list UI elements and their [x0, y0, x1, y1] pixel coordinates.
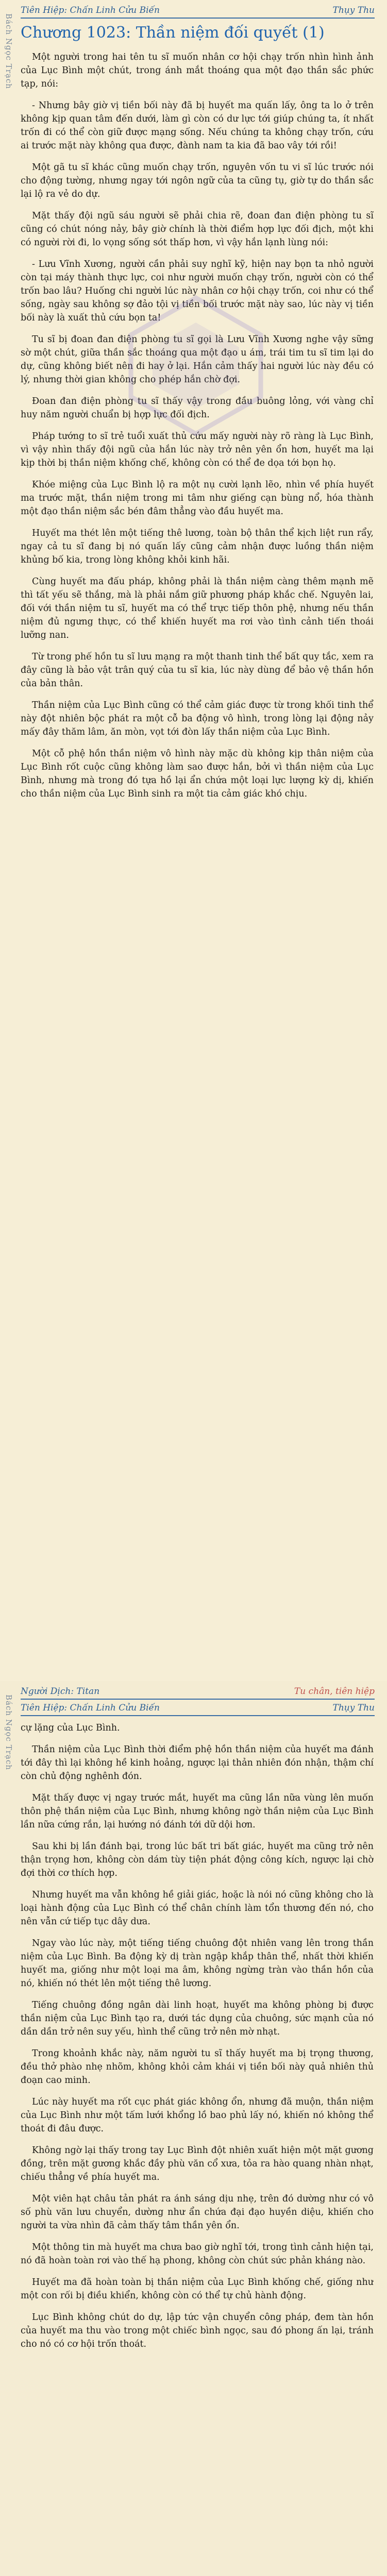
paragraph: Lục Bình không chút do dự, lập tức vận chuyển công pháp, đem tàn hồn của huyết ma thu vào trong một chiếc bình ngọc, sau đó phong ấn lại, tránh cho nó có cơ hội trốn thoát.	[21, 2312, 374, 2349]
paragraph: Từ trong phế hồn tu sĩ lưu mạng ra một thanh tinh thể bất quy tắc, xem ra đây cũng là bảo vật trân quý của tu sĩ kia, lúc này dùng để bảo vệ thần hồn của bản thân.	[21, 652, 374, 689]
paragraph: Lúc này huyết ma rốt cục phát giác không ổn, nhưng đã muộn, thần niệm của Lục Bình như một tấm lưới khổng lồ bao phủ lấy nó, khiến nó không thể thoát đi đâu được.	[21, 2097, 374, 2134]
page-header	[21, 1684, 375, 1700]
paragraph: Mặt thấy được vị ngay trước mắt, huyết ma cũng lần nữa vùng lên muốn thôn phệ thần niệm của Lục Bình, nhưng không ngờ thần niệm của Lục Bình lần nữa cứng rắn, lại hướng nó đánh tới dữ dội hơn.	[21, 1793, 374, 1830]
page-two	[0, 1681, 387, 2576]
paragraph: Tu sĩ bị đoan đan điện phòng tu sĩ gọi là Lưu Vĩnh Xương nghe vậy sững sờ một chút, giữa thần sắc thoáng qua một đạo u ám, trái tim tu sĩ tim lại do dự, cũng không biết nên đi hay ở lại. Hắn cảm thấy hai người lúc này đều có lý, nhưng thời gian không cho phép hắn chờ đợi.	[21, 334, 374, 385]
paragraph: Pháp tướng to sĩ trẻ tuổi xuất thủ cứu mấy người này rõ ràng là Lục Bình, vì vậy nhìn thấy đội ngũ của hắn lúc này trở nên yên ổn hơn, huyết ma lại kịp thời bị thần niệm khống chế, không còn có thể đe dọa tới bọn họ.	[21, 431, 374, 468]
paragraph: Khóe miệng của Lục Bình lộ ra một nụ cười lạnh lẽo, nhìn về phía huyết ma trước mặt, thần niệm trong mi tâm như giếng cạn bùng nổ, hóa thành một đạo thần niệm sắc bén đâm thẳng vào đầu huyết ma.	[21, 480, 374, 517]
header-genre: Tu chân, tiên hiệp	[294, 1686, 375, 1697]
paragraph: Một viên hạt châu tản phát ra ánh sáng dịu nhẹ, trên đó dường như có vô số phù văn lưu chuyển, dường như ẩn chứa đại đạo huyền diệu, khiến cho người ta vừa nhìn đã cảm thấy tâm thần yên ổn.	[21, 2194, 374, 2231]
page-subheader	[21, 1701, 375, 1716]
page-content	[21, 1721, 374, 2576]
paragraph: Cùng huyết ma đấu pháp, không phải là thần niệm càng thêm mạnh mẽ thì tất yếu sẽ thắng, mà là phải nắm giữ phương pháp khắc chế. Nguyên lai, đối với thần niệm tu sĩ, huyết ma có thể trực tiếp thôn phệ, nhưng nếu thần niệm đủ ngưng thực, có thể khiến huyết ma rơi vào tình cảnh tiến thoái lưỡng nan.	[21, 577, 374, 640]
paragraph: Đoan đan điện phòng tu sĩ thấy vậy trong đầu buông lỏng, với vàng chỉ huy năm người chuẩn bị hợp lực đối địch.	[21, 396, 374, 420]
paragraph: Tiếng chuông đồng ngân dài linh hoạt, huyết ma không phòng bị được thần niệm của Lục Bình tạo ra, dưới tác dụng của chuông, sức mạnh của nó dần dần trở nên suy yếu, hình thể cũng trở nên mờ nhạt.	[21, 2000, 374, 2037]
subheader-novel-title: Tiên Hiệp: Chấn Linh Cửu Biến	[21, 1703, 160, 1713]
paragraph: - Nhưng bây giờ vị tiền bối này đã bị huyết ma quấn lấy, ông ta lo ở trên không kịp quan tâm đến dưới, làm gì còn có dư lực tới giúp chúng ta, ít nhất trốn đi có thể còn giữ được mạng sống. Nếu chúng ta không chạy trốn, cứu ai trước mặt này không qua được, đành nam ta kia đã bao vây tới rồi!	[21, 100, 374, 151]
paragraph: Nhưng huyết ma vẫn không hề giải giác, hoặc là nói nó cũng không cho là loại hành động của Lục Bình có thể chân chính làm tổn thương đến nó, cho nên vẫn cứ tiếp tục dây dưa.	[21, 1890, 374, 1927]
paragraph: Không ngờ lại thấy trong tay Lục Bình đột nhiên xuất hiện một mặt gương đồng, trên mặt gương khắc đầy phù văn cổ xưa, tỏa ra hào quang nhàn nhạt, chiếu thẳng về phía huyết ma.	[21, 2145, 374, 2182]
page-header	[21, 3, 375, 19]
paragraph: - Lưu Vĩnh Xương, người cần phải suy nghĩ kỹ, hiện nay bọn ta nhỏ người còn tại máy thành thực lực, coi như người muốn chạy trốn, người còn có thể trốn bao lâu? Huống chi người lúc này nhân cơ hội chạy trốn, coi như có thể sống, ngày sau không sợ đảo tội vị tiền bối trước mặt này sao, lúc này vị tiền bối này là xuất thủ cứu bọn ta!	[21, 259, 374, 323]
paragraph: Huyết ma thét lên một tiếng thê lương, toàn bộ thân thể kịch liệt run rẩy, ngay cả tu sĩ đang bị nó quấn lấy cũng cảm nhận được luồng thần niệm khủng bố kia, trong lòng không khỏi kinh hãi.	[21, 528, 374, 565]
paragraph: Thần niệm của Lục Bình thời điểm phệ hồn thần niệm của huyết ma đánh tới đây thì lại không hề kinh hoảng, ngược lại thản nhiên đón nhận, thậm chí còn chủ động nghênh đón.	[21, 1744, 374, 1782]
side-watermark	[3, 1681, 16, 2576]
paragraph: Mặt thấy đội ngũ sáu người sẽ phải chia rẽ, đoan đan điện phòng tu sĩ cũng có chút nóng nảy, bây giờ chính là thời điểm hợp lực đối địch, một khi có người rời đi, lo vọng sống sót thấp hơn, vì vậy hắn lạnh lùng nói:	[21, 211, 374, 248]
paragraph: Sau khi bị lần đánh bại, trong lúc bất tri bất giác, huyết ma cũng trở nên thận trọng hơn, không còn dám tùy tiện phát động công kích, ngược lại chờ đợi thời cơ thích hợp.	[21, 1841, 374, 1878]
paragraph: Ngay vào lúc này, một tiếng tiếng chuông đột nhiên vang lên trong thần niệm của Lục Bình. Ba động kỳ dị tràn ngập khắp thân thể, nhất thời khiến huyết ma, giống như một loại ma âm, không ngừng tràn vào thần hồn của nó, khiến nó thét lên một tiếng thê lương.	[21, 1938, 374, 1989]
header-translator: Người Dịch: Titan	[21, 1686, 100, 1697]
side-watermark-text: Bách Ngọc Trạch	[4, 13, 13, 89]
paragraph: cự lặng của Lục Bình.	[21, 1723, 120, 1733]
page-content	[21, 23, 374, 1676]
header-author: Thụy Thu	[332, 5, 375, 15]
paragraph: Một gã tu sĩ khác cũng muốn chạy trốn, nguyên vốn tu vi sĩ lúc trước nói cho động tường, nhưng ngay tới ngôn ngữ của ta cũng tụ, giờ tự do thần sắc lại lộ ra vẻ do dự.	[21, 162, 374, 199]
paragraph: Một cỗ phệ hồn thần niệm vô hình này mặc dù không kịp thân niệm của Lục Bình rốt cuộc cũng không làm sao được hắn, bởi vì thần niệm của Lục Bình, nhưng mà trong đó tựa hồ lại ẩn chứa một loại lực lượng kỳ dị, khiến cho thần niệm của Lục Bình sinh ra một tia cảm giác khó chịu.	[21, 749, 374, 799]
paragraph: Trong khoảnh khắc này, năm người tu sĩ thấy huyết ma bị trọng thương, đều thở phào nhẹ nhõm, không khỏi cảm khái vị tiền bối này quả nhiên thủ đoạn cao minh.	[21, 2048, 374, 2086]
paragraph: Huyết ma đã hoàn toàn bị thần niệm của Lục Bình khống chế, giống như một con rối bị điều khiển, không còn có thể tự chủ hành động.	[21, 2277, 374, 2301]
header-novel-title: Tiên Hiệp: Chấn Linh Cửu Biến	[21, 5, 160, 15]
subheader-author: Thụy Thu	[332, 1703, 375, 1713]
paragraph: Một người trong hai tên tu sĩ muốn nhân cơ hội chạy trốn nhìn hình ảnh của Lục Bình một chút, trong ánh mắt thoáng qua một đạo thần sắc phức tạp, nói:	[21, 52, 374, 89]
paragraph: Một thông tin mà huyết ma chưa bao giờ nghĩ tới, trong tình cảnh hiện tại, nó đã hoàn toàn rơi vào thế hạ phong, không còn chút sức phản kháng nào.	[21, 2242, 374, 2266]
paragraph: Thần niệm của Lục Bình cũng có thể cảm giác được từ trong khối tinh thể này đột nhiên bộc phát ra một cỗ ba động vô hình, trong lòng lại động nảy mấy đây thăm lâm, ăn mòn, vọt tới đòn lấy thần niệm của Lục Bình.	[21, 700, 374, 737]
side-watermark	[3, 0, 16, 1681]
side-watermark-text: Bách Ngọc Trạch	[4, 1694, 13, 1770]
chapter-title: Chương 1023: Thần niệm đối quyết (1)	[21, 24, 325, 42]
